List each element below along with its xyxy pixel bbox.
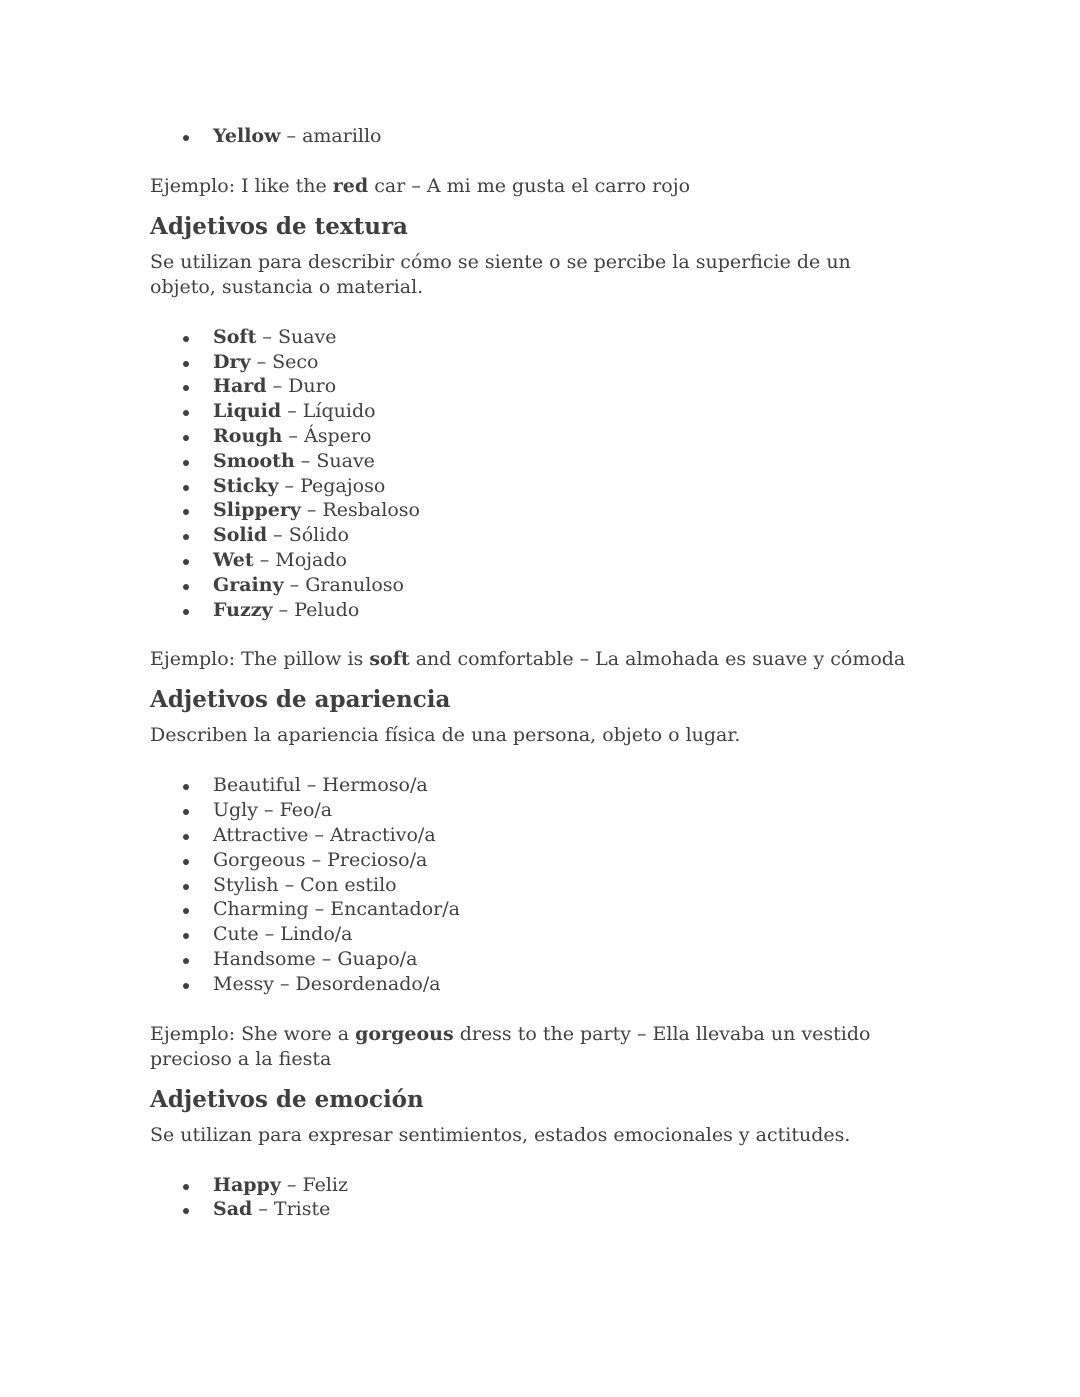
list-item: Messy – Desordenado/a [150, 972, 930, 997]
bullet-icon [183, 336, 189, 342]
bullet-icon [183, 410, 189, 416]
list-item: Grainy – Granuloso [150, 573, 930, 598]
bullet-icon [183, 809, 189, 815]
heading-emocion: Adjetivos de emoción [150, 1085, 424, 1113]
bullet-icon [183, 534, 189, 540]
list-item: Cute – Lindo/a [150, 922, 930, 947]
colors-list [150, 124, 930, 149]
list-item: Wet – Mojado [150, 548, 930, 573]
bullet-icon [183, 135, 189, 141]
list-item: Stylish – Con estilo [150, 873, 930, 898]
apariencia-list [150, 773, 930, 996]
list-item: Soft – Suave [150, 325, 930, 350]
bullet-icon [183, 1208, 189, 1214]
example-colores: Ejemplo: I like the red car – A mi me gusta el carro rojo [150, 174, 691, 197]
bullet-icon [183, 884, 189, 890]
bullet-icon [183, 958, 189, 964]
textura-list [150, 325, 930, 623]
bullet-icon [183, 435, 189, 441]
heading-textura: Adjetivos de textura [150, 212, 408, 240]
example-textura: Ejemplo: The pillow is soft and comfortable – La almohada es suave y cómoda [150, 648, 906, 671]
bullet-icon [183, 584, 189, 590]
bullet-icon [183, 609, 189, 615]
bullet-icon [183, 361, 189, 367]
list-item: Beautiful – Hermoso/a [150, 773, 930, 798]
emocion-list [150, 1173, 930, 1223]
bullet-icon [183, 559, 189, 565]
list-item: Rough – Áspero [150, 424, 930, 449]
bullet-icon [183, 834, 189, 840]
description-apariencia: Describen la apariencia física de una persona, objeto o lugar. [150, 724, 741, 747]
list-item: Slippery – Resbaloso [150, 498, 930, 523]
description-emocion: Se utilizan para expresar sentimientos, estados emocionales y actitudes. [150, 1123, 851, 1146]
list-item: Fuzzy – Peludo [150, 598, 930, 623]
heading-apariencia: Adjetivos de apariencia [150, 686, 451, 714]
example-apariencia: Ejemplo: She wore a gorgeous dress to the party – Ella llevaba un vestido precioso a la fiesta [150, 1022, 871, 1070]
bullet-icon [183, 933, 189, 939]
list-item: Charming – Encantador/a [150, 897, 930, 922]
list-item: Hard – Duro [150, 374, 930, 399]
list-item: Happy – Feliz [150, 1173, 930, 1198]
list-item: Handsome – Guapo/a [150, 947, 930, 972]
bullet-icon [183, 1184, 189, 1190]
list-item: Sticky – Pegajoso [150, 474, 930, 499]
bullet-icon [183, 908, 189, 914]
bullet-icon [183, 509, 189, 515]
list-item: Smooth – Suave [150, 449, 930, 474]
document-page [150, 124, 930, 1222]
list-item: Ugly – Feo/a [150, 798, 930, 823]
list-item: Solid – Sólido [150, 523, 930, 548]
description-textura: Se utilizan para describir cómo se siente o se percibe la superficie de un objeto, sustancia o material. [150, 250, 851, 298]
term-english: Yellow [213, 125, 281, 147]
list-item: Dry – Seco [150, 350, 930, 375]
list-item: Attractive – Atractivo/a [150, 823, 930, 848]
bullet-icon [183, 385, 189, 391]
bullet-icon [183, 859, 189, 865]
bullet-icon [183, 983, 189, 989]
bullet-icon [183, 784, 189, 790]
list-item: Liquid – Líquido [150, 399, 930, 424]
list-item: Sad – Triste [150, 1197, 930, 1222]
list-item: Gorgeous – Precioso/a [150, 848, 930, 873]
bullet-icon [183, 485, 189, 491]
term-spanish: amarillo [302, 125, 382, 147]
bullet-icon [183, 460, 189, 466]
list-item: Yellow – amarillo [150, 124, 930, 149]
